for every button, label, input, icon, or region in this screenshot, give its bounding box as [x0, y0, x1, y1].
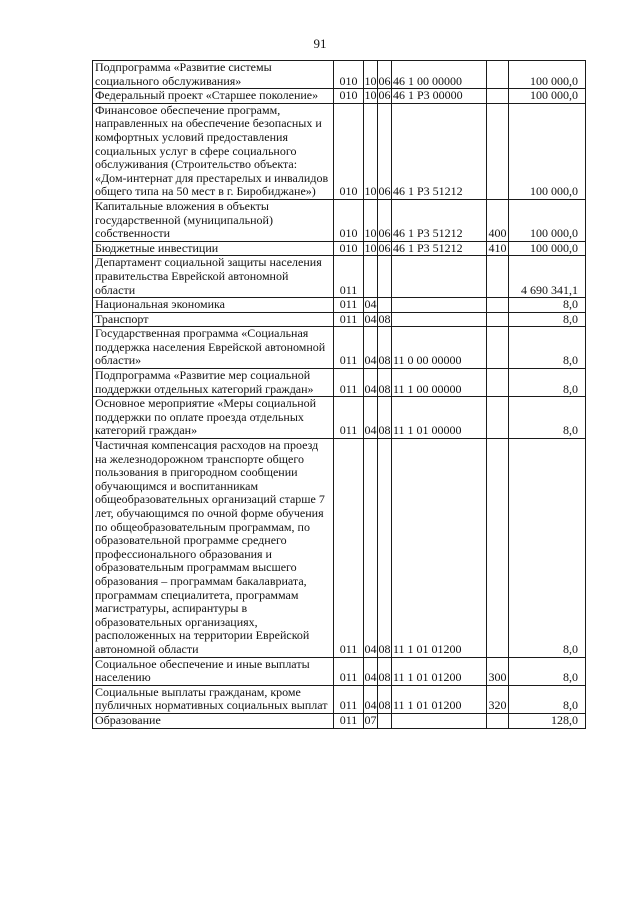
row-ministry-code: 011 [334, 397, 364, 439]
table-row [93, 685, 586, 713]
row-section-code: 07 [364, 713, 377, 727]
row-subsection-code: 06 [378, 103, 392, 199]
row-expense-type: 320 [487, 685, 509, 713]
row-subsection-code [378, 298, 392, 313]
row-subsection-code: 08 [378, 327, 392, 369]
table-row [93, 61, 586, 89]
row-name: Образование [93, 713, 334, 728]
table-row [93, 713, 586, 728]
row-section-code: 10 [364, 103, 378, 199]
row-ministry-code: 010 [334, 89, 364, 104]
row-expense-type [487, 298, 509, 313]
row-expense-type: 410 [488, 241, 507, 255]
row-amount: 8,0 [509, 657, 586, 685]
row-ministry-code: 011 [334, 713, 364, 728]
row-name: Транспорт [93, 312, 334, 327]
table-row [93, 397, 586, 439]
row-expense-type [487, 312, 509, 327]
row-section-code: 04 [364, 397, 378, 439]
row-target-article: 11 1 00 00000 [392, 369, 487, 397]
row-name: Частичная компенсация расходов на проезд на железнодорожном транспорте общего пользования в пригородном сообщении обучающимся и воспитанникам общеобразовательных организаций старше 7 лет, обучающимся по очной форме обучения по общеобразовательным программам, по образовательной программе среднего профессионального образования и образовательным программам высшего образования – программам бакалавриата, программам специалитета, программам магистратуры, аспирантуры в образовательных организациях, расположенных на территории Еврейской автономной области [93, 439, 334, 658]
table-row [93, 103, 586, 199]
row-target-article [392, 312, 487, 327]
row-ministry-code: 011 [334, 439, 364, 658]
row-amount: 100 000,0 [509, 241, 586, 256]
row-name: Подпрограмма «Развитие мер социальной поддержки отдельных категорий граждан» [93, 369, 334, 397]
row-expense-type: 300 [487, 657, 509, 685]
row-section-code: 04 [364, 685, 378, 713]
row-subsection-code [378, 713, 392, 728]
row-target-article: 46 1 P3 51212 [392, 241, 487, 256]
row-target-article: 11 0 00 00000 [392, 327, 487, 369]
row-subsection-code: 08 [378, 312, 391, 326]
row-target-article: 11 1 01 00000 [392, 397, 487, 439]
table-row [93, 298, 586, 313]
row-name: Бюджетные инвестиции [93, 241, 334, 256]
row-expense-type [487, 369, 509, 397]
row-expense-type [487, 61, 509, 89]
row-expense-type [487, 256, 509, 298]
row-expense-type [487, 327, 509, 369]
row-expense-type [487, 439, 509, 658]
row-section-code: 10 [364, 61, 378, 89]
table-row [93, 657, 586, 685]
row-target-article [392, 298, 487, 313]
row-amount: 100 000,0 [509, 61, 586, 89]
row-name: Основное мероприятие «Меры социальной поддержки по оплате проезда отдельных категорий граждан» [93, 397, 334, 439]
row-subsection-code [378, 256, 392, 298]
row-target-article [392, 713, 487, 728]
row-subsection-code: 08 [378, 685, 392, 713]
row-section-code: 04 [364, 312, 377, 326]
row-amount: 128,0 [509, 713, 586, 728]
row-ministry-code: 011 [334, 256, 364, 298]
row-section-code: 10 [364, 88, 377, 103]
row-subsection-code: 08 [378, 439, 392, 658]
row-target-article [392, 256, 487, 298]
row-target-article: 46 1 P3 51212 [392, 199, 487, 241]
row-section-code: 04 [364, 439, 378, 658]
row-name: Национальная экономика [93, 298, 334, 313]
row-amount: 8,0 [509, 397, 586, 439]
row-amount: 8,0 [509, 369, 586, 397]
budget-table [92, 60, 586, 729]
row-ministry-code: 010 [334, 241, 364, 256]
row-name: Финансовое обеспечение программ, направленных на обеспечение безопасных и комфортных условий предоставления социальных услуг в сфере социального обслуживания (Строительство объекта: «Дом-интернат для престарелых и инвалидов общего типа на 50 мест в г. Биробиджане») [93, 103, 334, 199]
table-row [93, 199, 586, 241]
row-subsection-code: 06 [378, 88, 391, 103]
row-amount: 8,0 [509, 312, 586, 327]
row-ministry-code: 011 [334, 685, 364, 713]
table-row [93, 439, 586, 658]
row-ministry-code: 011 [334, 298, 364, 313]
row-subsection-code: 08 [378, 397, 392, 439]
table-row [93, 89, 586, 104]
row-ministry-code: 010 [334, 103, 364, 199]
row-amount: 100 000,0 [509, 89, 586, 104]
row-amount: 8,0 [509, 439, 586, 658]
table-row [93, 369, 586, 397]
row-subsection-code: 06 [378, 61, 392, 89]
row-ministry-code: 011 [334, 657, 364, 685]
row-section-code: 04 [364, 327, 378, 369]
row-name: Государственная программа «Социальная поддержка населения Еврейской автономной области» [93, 327, 334, 369]
row-ministry-code: 011 [334, 369, 364, 397]
table-row [93, 312, 586, 327]
row-ministry-code: 011 [334, 327, 364, 369]
row-subsection-code: 06 [378, 199, 392, 241]
row-name: Департамент социальной защиты населения правительства Еврейской автономной области [93, 256, 334, 298]
row-expense-type [487, 713, 509, 728]
row-expense-type: 400 [487, 199, 509, 241]
budget-table-body [93, 61, 586, 729]
row-target-article: 46 1 P3 51212 [392, 103, 487, 199]
row-amount: 8,0 [509, 685, 586, 713]
row-subsection-code: 06 [378, 241, 391, 255]
row-name: Подпрограмма «Развитие системы социального обслуживания» [93, 61, 334, 89]
row-name: Социальное обеспечение и иные выплаты населению [93, 657, 334, 685]
table-row [93, 327, 586, 369]
row-section-code: 10 [364, 241, 377, 255]
row-target-article: 11 1 01 01200 [392, 657, 487, 685]
row-amount: 100 000,0 [509, 103, 586, 199]
row-ministry-code: 010 [334, 199, 364, 241]
row-section-code: 04 [364, 369, 378, 397]
row-name: Социальные выплаты гражданам, кроме публичных нормативных социальных выплат [93, 685, 334, 713]
row-expense-type [487, 397, 509, 439]
row-amount: 8,0 [509, 298, 586, 313]
row-section-code: 04 [364, 297, 377, 312]
page-number: 91 [313, 36, 327, 51]
row-target-article: 46 1 00 00000 [392, 61, 487, 89]
row-subsection-code: 08 [378, 657, 392, 685]
row-expense-type [487, 103, 509, 199]
row-expense-type [487, 89, 509, 104]
row-name: Федеральный проект «Старшее поколение» [93, 89, 334, 104]
row-amount: 8,0 [509, 327, 586, 369]
row-name: Капитальные вложения в объекты государственной (муниципальной) собственности [93, 199, 334, 241]
row-amount: 100 000,0 [509, 199, 586, 241]
row-ministry-code: 010 [334, 61, 364, 89]
row-ministry-code: 011 [334, 312, 364, 327]
row-subsection-code: 08 [378, 369, 392, 397]
row-section-code: 10 [364, 199, 378, 241]
row-amount: 4 690 341,1 [509, 256, 586, 298]
table-row [93, 241, 586, 256]
row-target-article: 11 1 01 01200 [392, 685, 487, 713]
row-target-article: 46 1 P3 00000 [392, 89, 487, 104]
row-section-code: 04 [364, 657, 378, 685]
row-target-article: 11 1 01 01200 [392, 439, 487, 658]
table-row [93, 256, 586, 298]
row-section-code [364, 256, 378, 298]
